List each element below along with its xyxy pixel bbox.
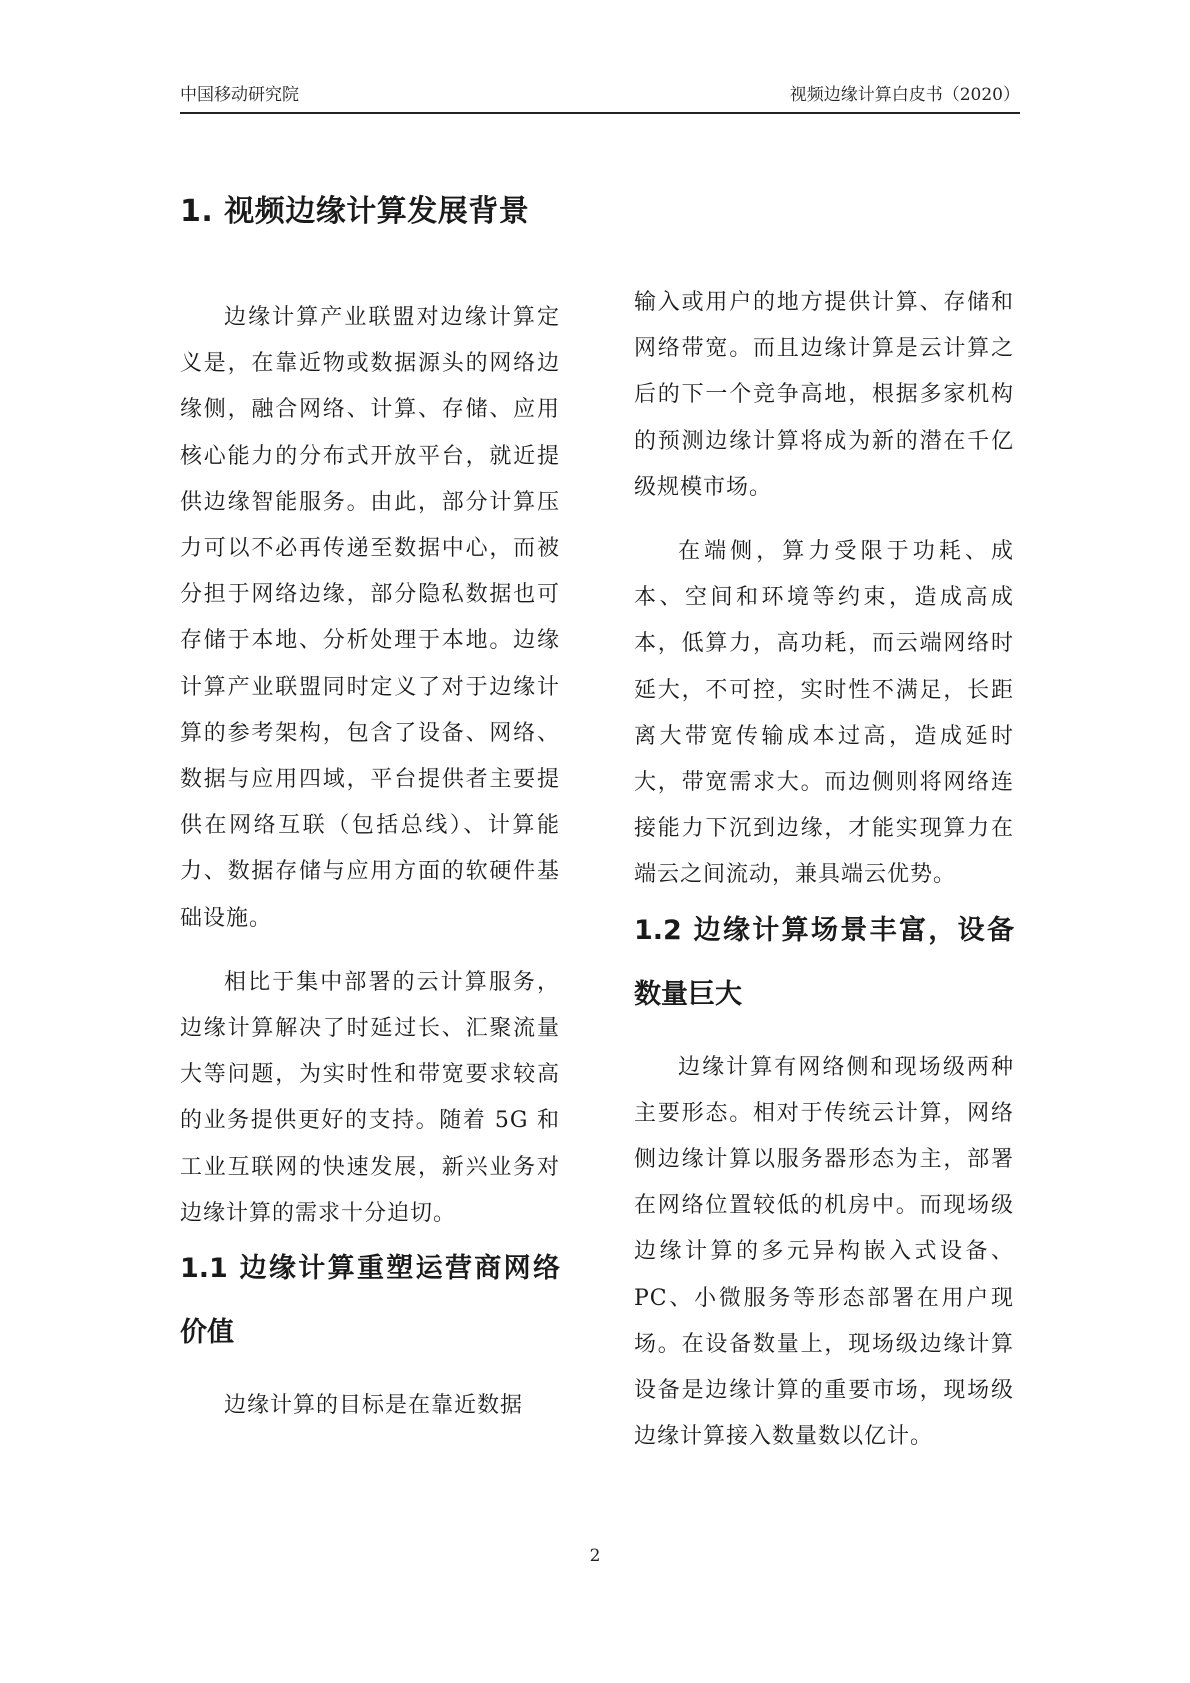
chapter-title: 1. 视频边缘计算发展背景 xyxy=(180,194,530,229)
section-heading-1-2: 1.2 边缘计算场景丰富，设备数量巨大 xyxy=(634,914,1014,1010)
left-column xyxy=(180,295,560,1429)
right-column xyxy=(634,280,1014,1460)
paragraph-definition: 边缘计算产业联盟对边缘计算定义是，在靠近物或数据源头的网络边缘侧，融合网络、计算、存储、应用核心能力的分布式开放平台，就近提供边缘智能服务。由此，部分计算压力可以不必再传递至数据中心，而被分担于网络边缘，部分隐私数据也可存储于本地、分析处理于本地。边缘计算产业联盟同时定义了对于边缘计算的参考架构，包含了设备、网络、数据与应用四域，平台提供者主要提供在网络互联（包括总线）、计算能力、数据存储与应用方面的软硬件基础设施。 xyxy=(180,305,560,931)
paragraph-comparison: 相比于集中部署的云计算服务，边缘计算解决了时延过长、汇聚流量大等问题，为实时性和带宽要求较高的业务提供更好的支持。随着 5G 和工业互联网的快速发展，新兴业务对边缘计算的需求十分迫切。 xyxy=(180,969,560,1226)
paragraph-forms: 边缘计算有网络侧和现场级两种主要形态。相对于传统云计算，网络侧边缘计算以服务器形态为主，部署在网络位置较低的机房中。而现场级边缘计算的多元异构嵌入式设备、PC、小微服务等形态部署在用户现场。在设备数量上，现场级边缘计算设备是边缘计算的重要市场，现场级边缘计算接入数量数以亿计。 xyxy=(634,1054,1014,1450)
header-document-title: 视频边缘计算白皮书（2020） xyxy=(789,85,1020,105)
paragraph-goal-continued: 输入或用户的地方提供计算、存储和网络带宽。而且边缘计算是云计算之后的下一个竞争高地，根据多家机构的预测边缘计算将成为新的潜在千亿级规模市场。 xyxy=(634,290,1014,500)
page-number: 2 xyxy=(589,1546,601,1566)
header-organization: 中国移动研究院 xyxy=(180,85,299,105)
paragraph-goal-start: 边缘计算的目标是在靠近数据 xyxy=(224,1393,524,1419)
section-heading-1-1: 1.1 边缘计算重塑运营商网络价值 xyxy=(180,1253,560,1349)
page-header xyxy=(180,84,1020,114)
paragraph-device-side: 在端侧，算力受限于功耗、成本、空间和环境等约束，造成高成本，低算力，高功耗，而云端网络时延大，不可控，实时性不满足，长距离大带宽传输成本过高，造成延时大，带宽需求大。而边侧则将网络连接能力下沉到边缘，才能实现算力在端云之间流动，兼具端云优势。 xyxy=(634,539,1014,888)
